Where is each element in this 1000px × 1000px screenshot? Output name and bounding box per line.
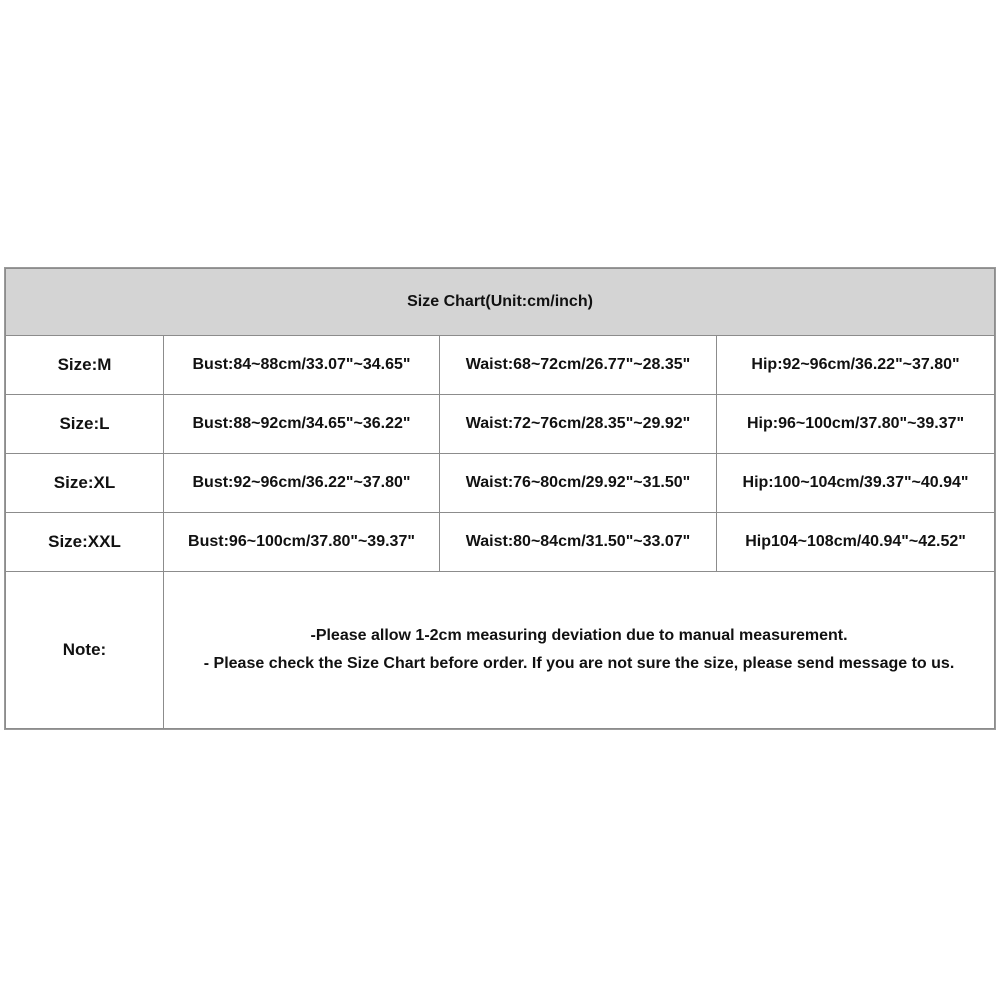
bust-cell: Bust:88~92cm/34.65"~36.22" (164, 395, 440, 454)
size-label: Size:L (6, 395, 164, 454)
note-label: Note: (6, 572, 164, 729)
note-row (6, 572, 995, 729)
note-line-2: - Please check the Size Chart before order. If you are not sure the size, please send message to us. (203, 655, 955, 672)
bust-cell: Bust:96~100cm/37.80"~39.37" (164, 513, 440, 572)
note-line-1: -Please allow 1-2cm measuring deviation due to manual measurement. (310, 627, 848, 644)
size-label: Size:M (6, 336, 164, 395)
table-row (6, 513, 995, 572)
note-text (164, 572, 995, 729)
size-label: Size:XXL (6, 513, 164, 572)
table-row (6, 336, 995, 395)
bust-cell: Bust:84~88cm/33.07"~34.65" (164, 336, 440, 395)
size-chart-table (5, 268, 995, 729)
hip-cell: Hip:92~96cm/36.22"~37.80" (717, 336, 995, 395)
table-row (6, 454, 995, 513)
waist-cell: Waist:72~76cm/28.35"~29.92" (440, 395, 717, 454)
waist-cell: Waist:76~80cm/29.92"~31.50" (440, 454, 717, 513)
hip-cell: Hip:100~104cm/39.37"~40.94" (717, 454, 995, 513)
hip-cell: Hip:96~100cm/37.80"~39.37" (717, 395, 995, 454)
size-chart-header-row (6, 269, 995, 336)
waist-cell: Waist:68~72cm/26.77"~28.35" (440, 336, 717, 395)
bust-cell: Bust:92~96cm/36.22"~37.80" (164, 454, 440, 513)
hip-cell: Hip104~108cm/40.94"~42.52" (717, 513, 995, 572)
table-row (6, 395, 995, 454)
size-chart-title: Size Chart(Unit:cm/inch) (6, 269, 995, 336)
size-label: Size:XL (6, 454, 164, 513)
waist-cell: Waist:80~84cm/31.50"~33.07" (440, 513, 717, 572)
